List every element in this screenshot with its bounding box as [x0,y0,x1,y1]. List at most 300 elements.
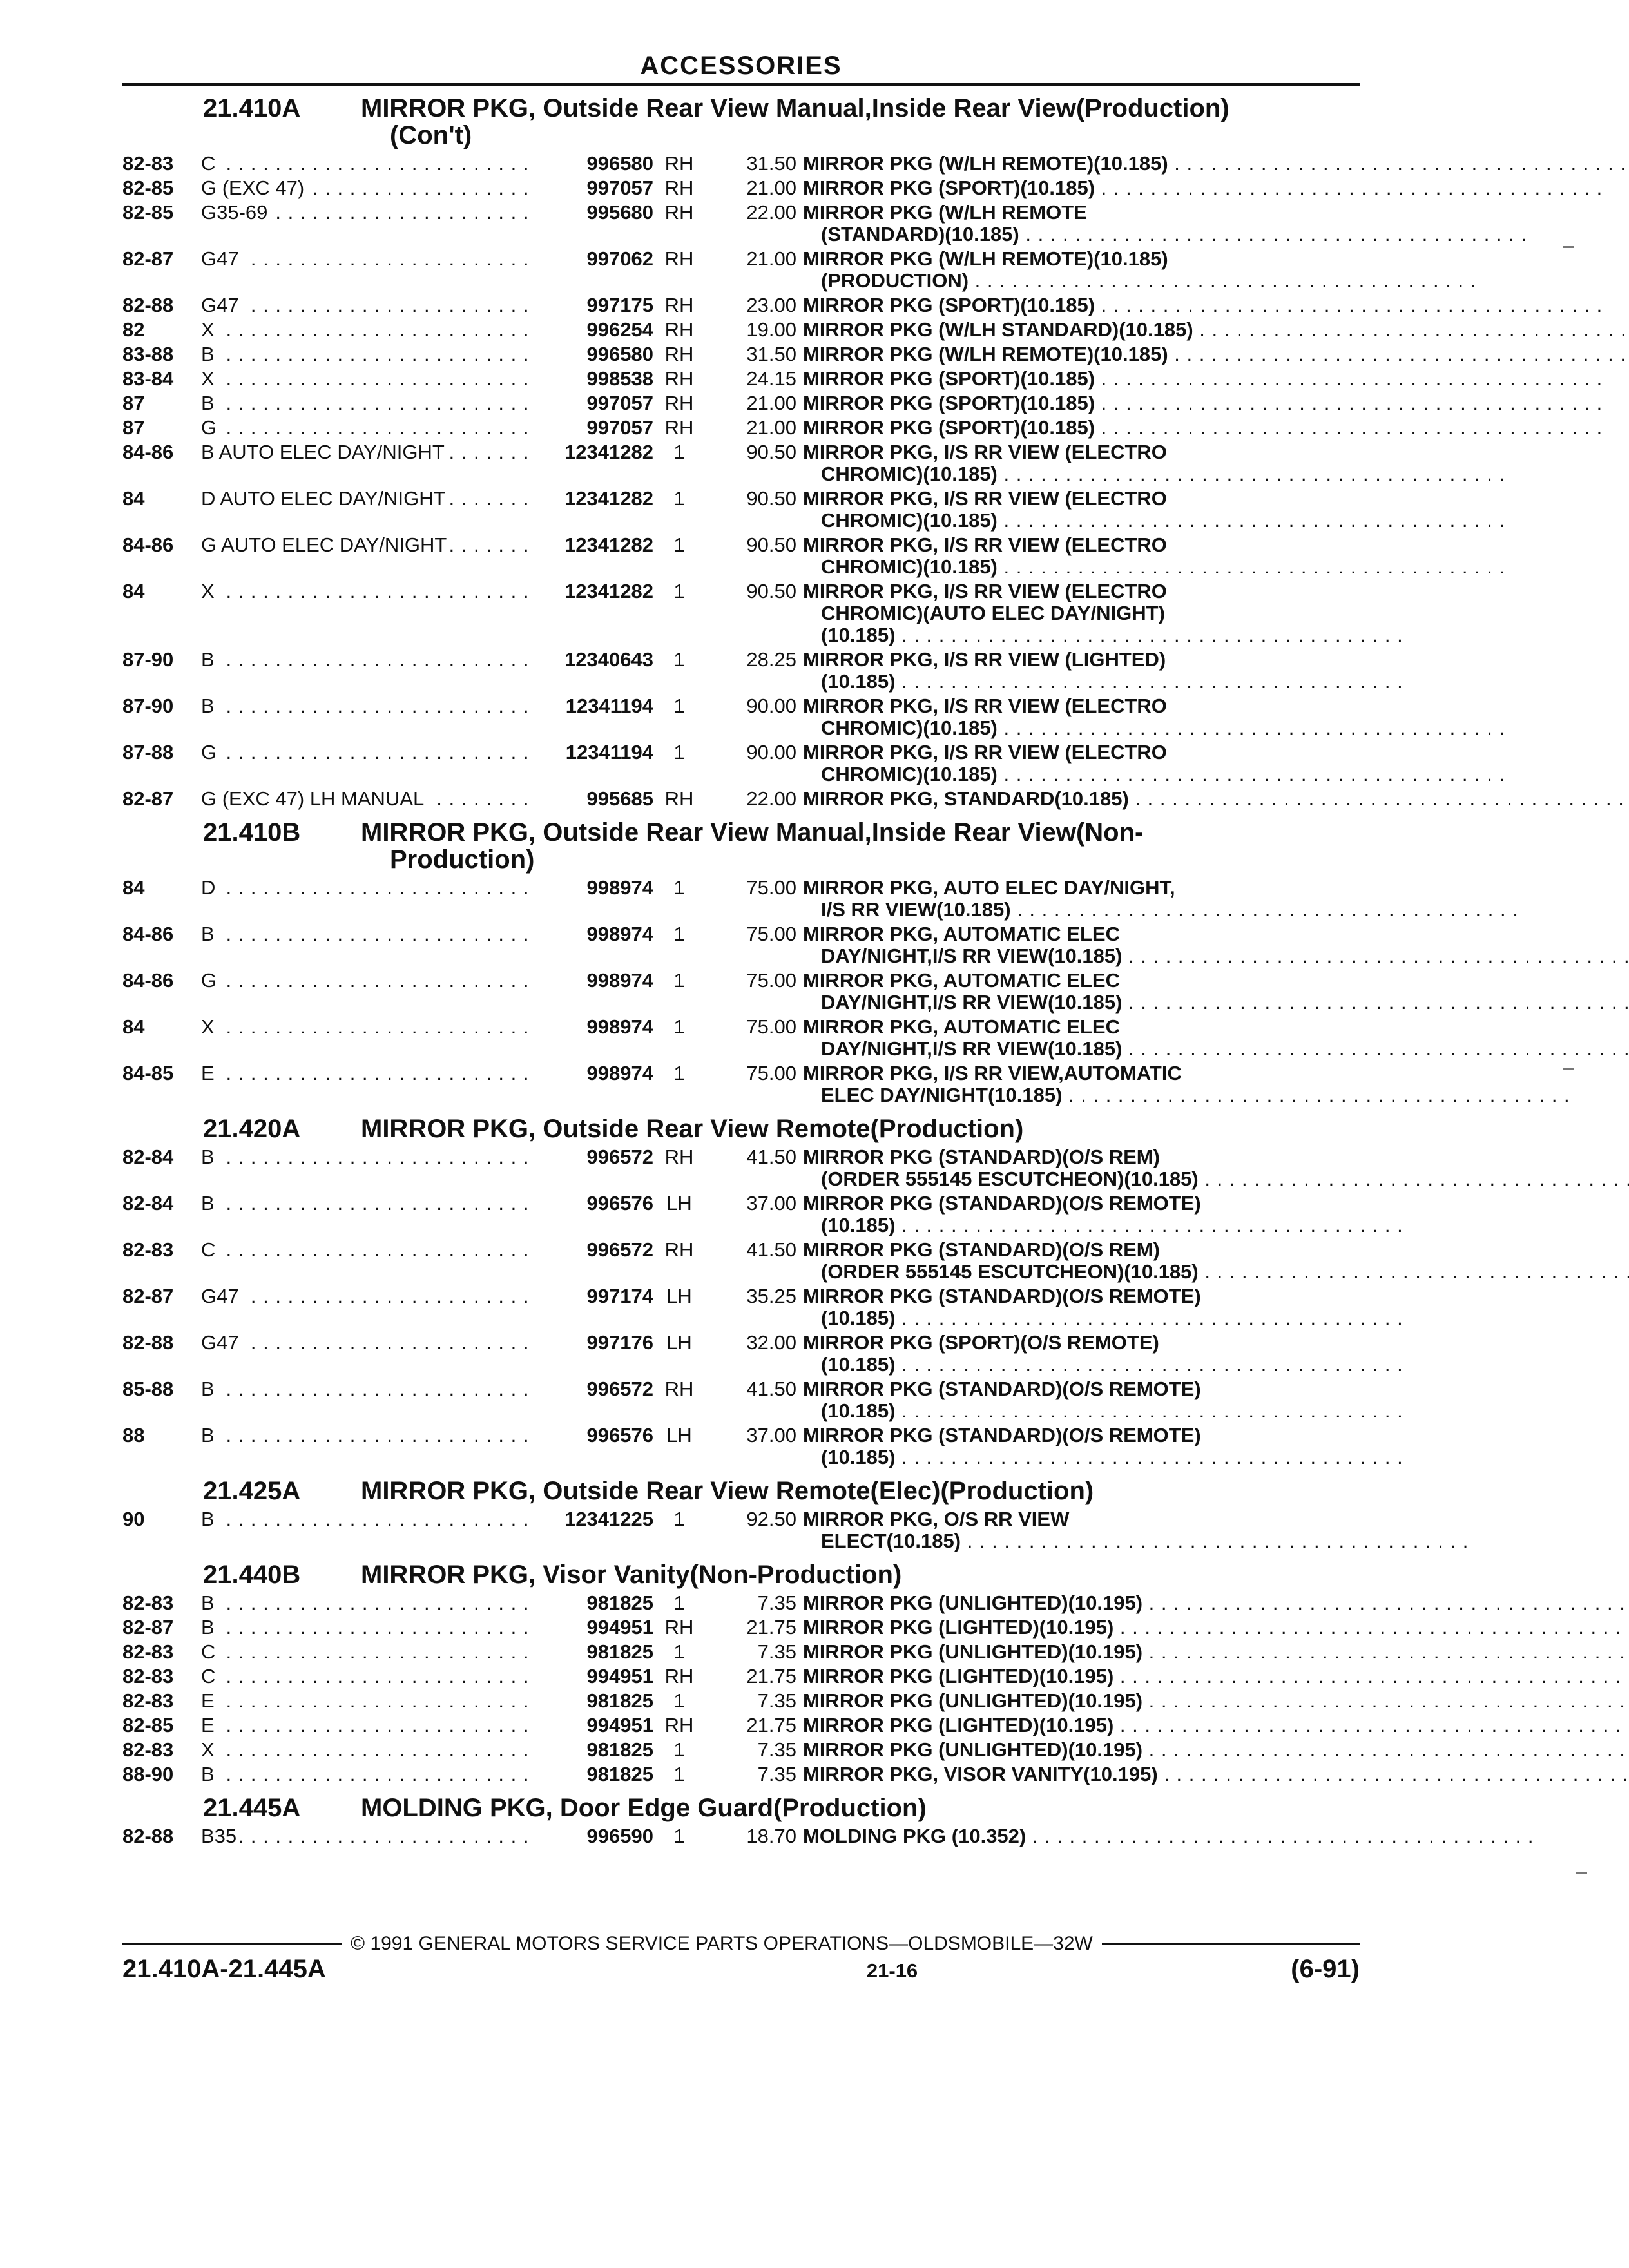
price: 37.00 [746,1424,796,1446]
model-cell [201,923,537,967]
model-series: X [201,1739,218,1761]
parts-row [122,877,1360,921]
quantity-side: RH [664,1616,694,1639]
part-number: 998974 [586,923,653,945]
description-line: MIRROR PKG (SPORT)(10.185) . . . [803,417,1603,439]
model-year: 82-87 [122,787,174,810]
description-line: (ORDER 555145 ESCUTCHEON)(10.185) . . . [803,1168,1629,1190]
model-cell [201,177,537,199]
part-number: 996576 [586,1192,653,1215]
model-series: B [201,343,218,365]
quantity-side: RH [664,787,694,810]
part-number: 12341282 [564,533,653,556]
parts-row [122,695,1360,739]
parts-row [122,1193,1360,1236]
section-code: 21.440B [203,1561,301,1589]
part-number: 12340643 [564,648,653,671]
description [803,417,1603,439]
price: 75.00 [746,1062,796,1084]
description [803,1666,1622,1687]
part-number: 981825 [586,1689,653,1712]
section-title-continuation: Production) [390,845,535,874]
part-number: 997174 [586,1285,653,1307]
description [803,695,1505,739]
part-number: 12341282 [564,580,653,602]
description-line: CHROMIC)(AUTO ELEC DAY/NIGHT) [821,602,1165,624]
part-number: 995685 [586,787,653,810]
price: 41.50 [746,1378,796,1400]
model-series: G35-69 [201,202,271,224]
model-cell [201,877,537,921]
model-year: 84 [122,487,145,510]
model-series: B [201,1425,218,1446]
section-code: 21.410A [203,94,301,122]
parts-row [122,1641,1360,1663]
price: 28.25 [746,648,796,671]
description-line: (ORDER 555145 ESCUTCHEON)(10.185) . . . [803,1261,1629,1283]
description-line: DAY/NIGHT,I/S RR VIEW(10.185) . . . [803,992,1629,1014]
description-line: MIRROR PKG (LIGHTED)(10.195) . . . [803,1715,1622,1736]
description-line: MIRROR PKG (STANDARD)(O/S REMOTE) [803,1285,1201,1307]
quantity-side: 1 [673,1508,685,1530]
parts-row [122,294,1360,316]
model-year: 87 [122,416,145,439]
part-number: 998974 [586,876,653,899]
model-cell [201,1239,537,1283]
quantity-side: 1 [673,969,685,992]
model-year: 83-84 [122,367,174,390]
description [803,923,1629,967]
price: 90.50 [746,441,796,463]
model-cell [201,1641,537,1663]
description [803,1592,1629,1614]
description-line: MIRROR PKG (UNLIGHTED)(10.195) . . . [803,1690,1629,1712]
description-line: CHROMIC)(10.185) . . . [803,463,1505,485]
model-year: 84 [122,1015,145,1038]
model-cell [201,695,537,739]
model-series: G47 [201,248,243,270]
description [803,1825,1534,1847]
quantity-side: LH [666,1331,692,1354]
quantity-side: 1 [673,741,685,764]
parts-row [122,1592,1360,1614]
part-number: 996576 [586,1424,653,1446]
description-line: MIRROR PKG, I/S RR VIEW (ELECTRO [803,488,1167,510]
parts-row [122,1146,1360,1190]
model-year: 87-88 [122,741,174,764]
quantity-side: 1 [673,648,685,671]
description [803,581,1403,646]
model-year: 84-85 [122,1062,174,1084]
parts-row [122,1666,1360,1687]
price: 37.00 [746,1192,796,1215]
model-cell [201,248,537,292]
price: 75.00 [746,923,796,945]
price: 22.00 [746,201,796,224]
price: 21.75 [746,1665,796,1687]
description-line: MIRROR PKG (STANDARD)(O/S REMOTE) [803,1425,1201,1446]
description [803,1332,1403,1376]
model-year: 82-83 [122,1665,174,1687]
description [803,1146,1629,1190]
model-series: G AUTO ELEC DAY/NIGHT [201,534,450,556]
footer-rule-left [122,1943,342,1945]
price: 32.00 [746,1331,796,1354]
model-cell [201,1666,537,1687]
parts-row [122,1425,1360,1468]
model-year: 82-83 [122,152,174,175]
model-cell [201,368,537,390]
price: 18.70 [746,1825,796,1847]
description-line: CHROMIC)(10.185) . . . [803,510,1505,532]
model-cell [201,319,537,341]
scan-mark [1576,1872,1587,1874]
description [803,1425,1403,1468]
parts-row [122,742,1360,785]
model-year: 87 [122,392,145,414]
description-line: CHROMIC)(10.185) . . . [803,717,1505,739]
model-series: G47 [201,1332,243,1354]
description-line: ELEC DAY/NIGHT(10.185) . . . [803,1084,1570,1106]
description-line: (10.185) . . . [803,1400,1403,1422]
model-year: 84-86 [122,533,174,556]
description-line: MIRROR PKG (SPORT)(10.185) . . . [803,368,1603,390]
model-series: C [201,1666,219,1687]
price: 21.00 [746,177,796,199]
price: 7.35 [757,1689,796,1712]
model-year: 82-85 [122,1714,174,1736]
model-series: B [201,1592,218,1614]
model-series: G [201,417,220,439]
model-year: 84-86 [122,969,174,992]
description [803,202,1527,245]
description-line: MIRROR PKG, AUTOMATIC ELEC [803,923,1120,945]
description-line: MIRROR PKG (SPORT)(O/S REMOTE) [803,1332,1159,1354]
part-number: 994951 [586,1616,653,1639]
description-line: MIRROR PKG (SPORT)(10.185) . . . [803,294,1603,316]
model-cell [201,649,537,693]
description-line: MIRROR PKG, I/S RR VIEW (ELECTRO [803,441,1167,463]
model-cell [201,1285,537,1329]
part-number: 998974 [586,1062,653,1084]
section-title [361,1115,1360,1142]
description-line: MIRROR PKG, I/S RR VIEW,AUTOMATIC [803,1062,1182,1084]
description-line: MOLDING PKG (10.352) . . . [803,1825,1534,1847]
scan-mark [1563,1068,1574,1070]
parts-row [122,1285,1360,1329]
page-footer [122,1933,1360,1984]
model-cell [201,441,537,485]
model-cell [201,1508,537,1552]
model-series: X [201,368,218,390]
description-line: MIRROR PKG, O/S RR VIEW [803,1508,1070,1530]
model-series: G47 [201,1285,243,1307]
model-series: G [201,970,220,992]
price: 21.00 [746,392,796,414]
quantity-side: RH [664,201,694,224]
model-cell [201,1825,537,1847]
description [803,1739,1629,1761]
description [803,1508,1469,1552]
model-year: 85-88 [122,1378,174,1400]
footer-range: 21.410A-21.445A [122,1955,326,1983]
section-title [361,1477,1360,1504]
footer-rule-right [1102,1943,1360,1945]
model-year: 82-83 [122,1689,174,1712]
model-series: B35 [201,1825,240,1847]
price: 22.00 [746,787,796,810]
description [803,177,1603,199]
description-line: I/S RR VIEW(10.185) . . . [803,899,1519,921]
description [803,1285,1403,1329]
section-heading [122,819,1360,873]
parts-row [122,923,1360,967]
model-cell [201,1739,537,1761]
section-heading [122,95,1360,149]
part-number: 997057 [586,392,653,414]
quantity-side: RH [664,247,694,270]
description [803,1062,1570,1106]
price: 7.35 [757,1763,796,1785]
section-title [361,95,1360,149]
description-line: (PRODUCTION) . . . [803,270,1476,292]
parts-row [122,1332,1360,1376]
quantity-side: RH [664,367,694,390]
model-series: B [201,649,218,671]
description-line: MIRROR PKG, I/S RR VIEW (ELECTRO [803,581,1167,602]
description [803,1239,1629,1283]
model-year: 82 [122,318,145,341]
price: 90.50 [746,533,796,556]
description [803,742,1505,785]
model-cell [201,970,537,1014]
description [803,294,1603,316]
quantity-side: RH [664,1238,694,1261]
model-year: 82-87 [122,247,174,270]
parts-row [122,1825,1360,1847]
model-cell [201,1332,537,1376]
part-number: 996572 [586,1146,653,1168]
footer-bottom [122,1955,1360,1984]
model-series: B [201,1617,218,1639]
model-series: X [201,1016,218,1038]
quantity-side: RH [664,294,694,316]
model-cell [201,1715,537,1736]
model-cell [201,534,537,578]
parts-row [122,153,1360,175]
model-series: B [201,392,218,414]
scan-mark [1563,246,1574,248]
model-year: 84 [122,876,145,899]
model-cell [201,581,537,646]
model-series: B [201,1763,218,1785]
parts-row [122,1239,1360,1283]
price: 90.00 [746,741,796,764]
footer-date: (6-91) [1291,1955,1360,1983]
description [803,343,1629,365]
description-line: MIRROR PKG (SPORT)(10.185) . . . [803,177,1603,199]
description [803,1378,1403,1422]
model-series: B [201,1146,218,1168]
sections-container [122,95,1360,1847]
model-cell [201,1193,537,1236]
description-line: (10.185) . . . [803,624,1403,646]
part-number: 997176 [586,1331,653,1354]
description-line: MIRROR PKG (UNLIGHTED)(10.195) . . . [803,1739,1629,1761]
model-series: D AUTO ELEC DAY/NIGHT [201,488,450,510]
price: 7.35 [757,1640,796,1663]
section-heading [122,1561,1360,1588]
description [803,649,1403,693]
model-year: 83-88 [122,343,174,365]
model-year: 82-87 [122,1285,174,1307]
parts-row [122,1617,1360,1639]
description-line: MIRROR PKG (W/LH REMOTE)(10.185) . . . [803,343,1629,365]
footer-page-number: 21-16 [866,1959,918,1982]
part-number: 996580 [586,343,653,365]
part-number: 12341282 [564,487,653,510]
model-cell [201,417,537,439]
description [803,1763,1629,1785]
quantity-side: RH [664,318,694,341]
description [803,319,1629,341]
header-rule [122,83,1360,86]
parts-row [122,392,1360,414]
model-series: E [201,1062,218,1084]
model-year: 82-83 [122,1738,174,1761]
quantity-side: 1 [673,580,685,602]
quantity-side: 1 [673,923,685,945]
description-line: DAY/NIGHT,I/S RR VIEW(10.185) . . . [803,1038,1629,1060]
model-series: E [201,1715,218,1736]
parts-row [122,1739,1360,1761]
quantity-side: RH [664,416,694,439]
model-series: B [201,1378,218,1400]
description-line: (10.185) . . . [803,1446,1403,1468]
description-line: MIRROR PKG, VISOR VANITY(10.195) . . . [803,1763,1629,1785]
description-line: MIRROR PKG, AUTOMATIC ELEC [803,1016,1120,1038]
parts-row [122,1016,1360,1060]
quantity-side: 1 [673,1763,685,1785]
description [803,534,1505,578]
price: 24.15 [746,367,796,390]
quantity-side: RH [664,152,694,175]
price: 21.75 [746,1714,796,1736]
description-line: MIRROR PKG, I/S RR VIEW (ELECTRO [803,534,1167,556]
model-series: B AUTO ELEC DAY/NIGHT [201,441,448,463]
part-number: 996572 [586,1378,653,1400]
description-line: MIRROR PKG (LIGHTED)(10.195) . . . [803,1617,1622,1639]
model-year: 82-88 [122,1825,174,1847]
model-cell [201,343,537,365]
price: 35.25 [746,1285,796,1307]
price: 41.50 [746,1146,796,1168]
part-number: 997175 [586,294,653,316]
part-number: 998974 [586,1015,653,1038]
price: 19.00 [746,318,796,341]
model-cell [201,1062,537,1106]
model-series: G [201,742,220,764]
description-line: MIRROR PKG (W/LH REMOTE)(10.185) . . . [803,153,1629,175]
description [803,877,1519,921]
price: 75.00 [746,969,796,992]
model-year: 88 [122,1424,145,1446]
model-year: 82-83 [122,1591,174,1614]
description-line: MIRROR PKG (W/LH STANDARD)(10.185) . . . [803,319,1629,341]
part-number: 994951 [586,1714,653,1736]
model-series: X [201,319,218,341]
model-cell [201,1016,537,1060]
description-line: (10.185) . . . [803,1354,1403,1376]
description-line: MIRROR PKG (UNLIGHTED)(10.195) . . . [803,1641,1629,1663]
quantity-side: 1 [673,1738,685,1761]
quantity-side: 1 [673,876,685,899]
section-title-line: MIRROR PKG, Outside Rear View Manual,Inside Rear View(Non- [361,818,1144,847]
description [803,1690,1629,1712]
part-number: 997057 [586,177,653,199]
quantity-side: RH [664,1378,694,1400]
description-line: CHROMIC)(10.185) . . . [803,764,1505,785]
description-line: (10.185) . . . [803,1215,1403,1236]
description-line: (STANDARD)(10.185) . . . [803,224,1527,245]
description-line: MIRROR PKG (STANDARD)(O/S REMOTE) [803,1378,1201,1400]
quantity-side: LH [666,1424,692,1446]
part-number: 12341225 [564,1508,653,1530]
price: 31.50 [746,152,796,175]
description-line: MIRROR PKG, AUTOMATIC ELEC [803,970,1120,992]
description-line: CHROMIC)(10.185) . . . [803,556,1505,578]
quantity-side: RH [664,177,694,199]
description [803,153,1629,175]
model-series: E [201,1690,218,1712]
price: 21.75 [746,1616,796,1639]
description [803,248,1476,292]
quantity-side: RH [664,392,694,414]
section-title-line: MIRROR PKG, Outside Rear View Remote(Elec)(Production) [361,1477,1094,1505]
parts-row [122,581,1360,646]
section-title-line: MIRROR PKG, Outside Rear View Manual,Inside Rear View(Production) [361,94,1229,122]
model-year: 87-90 [122,695,174,717]
model-series: B [201,1193,218,1215]
part-number: 981825 [586,1640,653,1663]
part-number: 997062 [586,247,653,270]
price: 23.00 [746,294,796,316]
description [803,441,1505,485]
price: 41.50 [746,1238,796,1261]
part-number: 998974 [586,969,653,992]
price: 21.00 [746,416,796,439]
model-cell [201,742,537,785]
model-cell [201,294,537,316]
parts-row [122,368,1360,390]
parts-row [122,343,1360,365]
model-year: 82-85 [122,201,174,224]
description-line: MIRROR PKG (LIGHTED)(10.195) . . . [803,1666,1622,1687]
model-cell [201,392,537,414]
part-number: 996572 [586,1238,653,1261]
price: 90.50 [746,487,796,510]
price: 92.50 [746,1508,796,1530]
parts-row [122,1715,1360,1736]
model-year: 90 [122,1508,145,1530]
part-number: 996590 [586,1825,653,1847]
description [803,1617,1622,1639]
model-year: 82-85 [122,177,174,199]
section-title-line: MIRROR PKG, Visor Vanity(Non-Production) [361,1561,902,1589]
part-number: 995680 [586,201,653,224]
model-year: 82-87 [122,1616,174,1639]
parts-row [122,1378,1360,1422]
